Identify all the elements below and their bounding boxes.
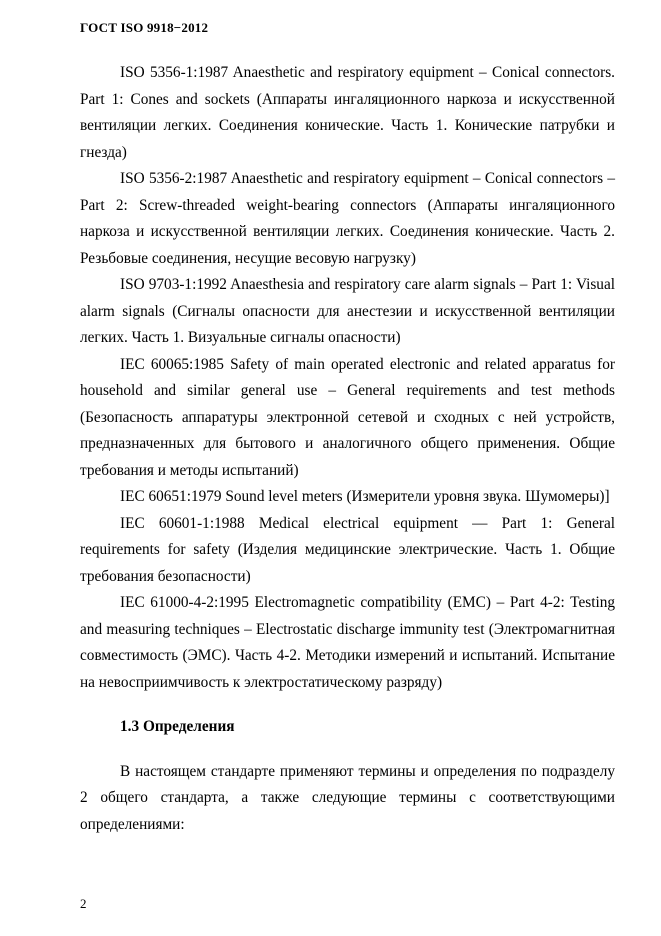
reference-iso-9703-1: ISO 9703-1:1992 Anaesthesia and respiratory care alarm signals – Part 1: Visual alarm signals (Сигналы опасности для анестезии и искусственной вентиляции легких. Часть 1. Визуальные сигналы опасности) — [80, 276, 615, 346]
section-heading: 1.3 Определения — [120, 718, 235, 735]
reference-iec-60601-1: IEC 60601-1:1988 Medical electrical equipment — Part 1: General requirements for safety (Изделия медицинские электрические. Часть 1. Общие требования безопасности) — [80, 514, 615, 585]
document-header-code: ГОСТ ISO 9918−2012 — [80, 20, 209, 35]
reference-iec-60065: IEC 60065:1985 Safety of main operated electronic and related apparatus for household and similar general use – General requirements and test methods (Безопасность аппаратуры электронной сетевой и сходных с ней устройств, предназначенных для бытового и аналогичного общего применения. Общие требования и методы испытаний) — [80, 355, 615, 479]
reference-iso-5356-2: ISO 5356-2:1987 Anaesthetic and respiratory equipment – Conical connectors – Part 2: Screw-threaded weight-bearing connectors (Аппараты ингаляционного наркоза и искусственной вентиляции легких. Соединения конические. Часть 2. Резьбовые соединения, несущие весовую нагрузку) — [80, 170, 615, 267]
page-number: 2 — [80, 896, 87, 911]
section-intro-paragraph: В настоящем стандарте применяют термины и определения по подразделу 2 общего стандарта, а также следующие термины с соответствующими определениями: — [80, 762, 615, 833]
page-content — [80, 60, 615, 838]
reference-iec-61000-4-2: IEC 61000-4-2:1995 Electromagnetic compatibility (EMC) – Part 4-2: Testing and measuring techniques – Electrostatic discharge immunity test (Электромагнитная совместимость (ЭМС). Часть 4-2. Методики измерений и испытаний. Испытание на невосприимчивость к электростатическому разряду) — [80, 594, 615, 691]
reference-iso-5356-1: ISO 5356-1:1987 Anaesthetic and respiratory equipment – Conical connectors. Part 1: Cones and sockets (Аппараты ингаляционного наркоза и искусственной вентиляции легких. Соединения конические. Часть 1. Конические патрубки и гнезда) — [80, 64, 615, 161]
reference-iec-60651: IEC 60651:1979 Sound level meters (Измерители уровня звука. Шумомеры)] — [120, 488, 610, 505]
